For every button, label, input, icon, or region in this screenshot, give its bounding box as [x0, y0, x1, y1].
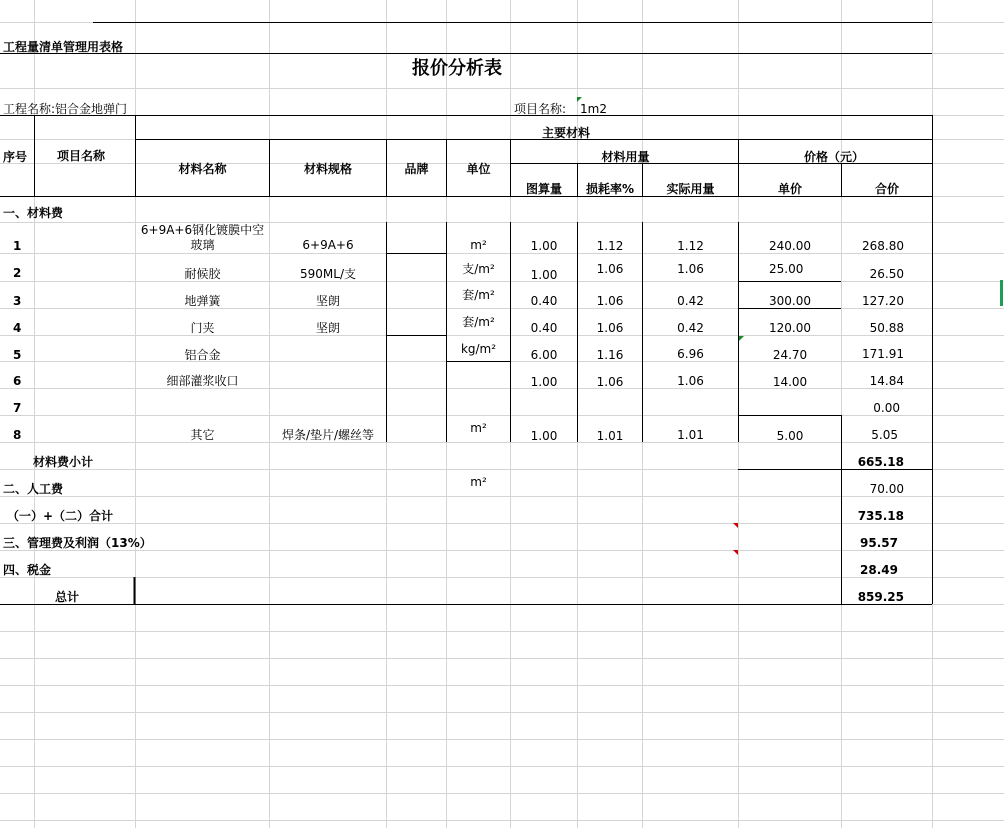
row-seq: 8: [13, 428, 22, 442]
material-spec[interactable]: 坚朗: [315, 294, 340, 308]
unit-price[interactable]: 25.00: [769, 262, 804, 276]
material-spec[interactable]: 焊条/垫片/螺丝等: [281, 428, 375, 442]
item-name-value[interactable]: 1m2: [580, 102, 607, 116]
calc-qty[interactable]: 1.00: [530, 375, 558, 389]
unit-price[interactable]: 300.00: [769, 294, 811, 308]
unit-price[interactable]: 14.00: [772, 375, 808, 389]
material-subtotal-value[interactable]: 665.18: [857, 455, 904, 469]
actual-qty[interactable]: 1.01: [677, 428, 704, 442]
total-price[interactable]: 50.88: [869, 321, 904, 335]
row-seq: 4: [13, 321, 22, 335]
header-material-usage: 材料用量: [601, 150, 650, 164]
section-material-label: 一、材料费: [3, 206, 64, 220]
row-seq: 1: [13, 239, 22, 253]
loss-rate[interactable]: 1.06: [596, 294, 624, 308]
loss-rate[interactable]: 1.06: [596, 262, 624, 276]
tax-label: 四、税金: [3, 563, 52, 577]
loss-rate[interactable]: 1.06: [596, 321, 624, 335]
loss-rate[interactable]: 1.06: [596, 375, 624, 389]
sum12-label: （一）+（二）合计: [7, 509, 114, 523]
header-main-material: 主要材料: [541, 126, 590, 140]
header-loss-rate: 损耗率%: [585, 182, 635, 196]
sum12-total[interactable]: 735.18: [857, 509, 904, 523]
total-price[interactable]: 268.80: [862, 239, 904, 253]
unit-price[interactable]: 24.70: [772, 348, 808, 362]
grand-total-value[interactable]: 859.25: [857, 590, 904, 604]
calc-qty[interactable]: 1.00: [530, 429, 558, 443]
header-brand: 品牌: [404, 162, 429, 176]
calc-qty[interactable]: 1.00: [530, 268, 558, 282]
material-spec[interactable]: 590ML/支: [300, 267, 356, 281]
material-name[interactable]: 门夹: [190, 321, 215, 335]
material-name-line1[interactable]: 6+9A+6钢化镀膜中空: [140, 223, 265, 237]
comment-indicator-icon[interactable]: [733, 550, 738, 555]
loss-rate[interactable]: 1.16: [596, 348, 624, 362]
row-seq: 6: [13, 374, 22, 388]
item-name-label: 项目名称:: [514, 102, 567, 116]
header-calc-qty: 图算量: [525, 182, 562, 196]
header-actual-qty: 实际用量: [666, 182, 715, 196]
header-total-price: 合价: [874, 182, 899, 196]
selection-handle[interactable]: [1000, 280, 1003, 306]
row-seq: 2: [13, 266, 22, 280]
header-unit: 单位: [466, 162, 491, 176]
material-unit[interactable]: m²: [470, 421, 487, 435]
calc-qty[interactable]: 0.40: [530, 294, 558, 308]
material-spec[interactable]: 坚朗: [315, 321, 340, 335]
header-material-spec: 材料规格: [303, 162, 352, 176]
total-price[interactable]: 14.84: [869, 374, 904, 388]
header-unit-price: 单价: [777, 182, 802, 196]
mgmt-total[interactable]: 95.57: [860, 536, 898, 550]
loss-rate[interactable]: 1.12: [596, 239, 624, 253]
note-indicator-icon: [577, 97, 582, 102]
actual-qty[interactable]: 1.06: [677, 374, 704, 388]
sheet-title: 报价分析表: [412, 58, 502, 79]
total-price[interactable]: 127.20: [862, 294, 904, 308]
header-item-name: 项目名称: [57, 149, 106, 163]
row-seq: 7: [13, 401, 22, 415]
project-name: 工程名称:铝合金地弹门: [3, 102, 128, 116]
loss-rate[interactable]: 1.01: [596, 429, 624, 443]
material-name[interactable]: 耐候胶: [184, 267, 221, 281]
unit-price[interactable]: 120.00: [769, 321, 811, 335]
material-spec[interactable]: 6+9A+6: [302, 238, 354, 252]
material-unit[interactable]: m²: [470, 238, 487, 252]
material-name[interactable]: 玻璃: [190, 238, 215, 252]
labor-label: 二、人工费: [3, 482, 64, 496]
total-price[interactable]: 5.05: [871, 428, 898, 442]
material-name[interactable]: 其它: [190, 428, 215, 442]
material-unit[interactable]: 套/m²: [462, 288, 495, 302]
comment-indicator-icon[interactable]: [733, 523, 738, 528]
header-price: 价格（元）: [803, 150, 864, 164]
total-price[interactable]: 26.50: [869, 267, 904, 281]
labor-unit[interactable]: m²: [470, 475, 487, 489]
grand-total-label: 总计: [55, 590, 80, 604]
header-seq: 序号: [3, 150, 28, 164]
total-price[interactable]: 0.00: [873, 401, 900, 415]
calc-qty[interactable]: 6.00: [530, 348, 558, 362]
material-unit[interactable]: 支/m²: [462, 262, 495, 276]
row-seq: 5: [13, 348, 22, 362]
sheet-top-label: 工程量清单管理用表格: [3, 40, 124, 54]
mgmt-label: 三、管理费及利润（13%）: [3, 536, 152, 550]
material-name[interactable]: 细部灌浆收口: [166, 374, 239, 388]
calc-qty[interactable]: 0.40: [530, 321, 558, 335]
material-name[interactable]: 铝合金: [184, 348, 221, 362]
labor-total[interactable]: 70.00: [869, 482, 904, 496]
material-subtotal-label: 材料费小计: [33, 455, 94, 469]
actual-qty[interactable]: 1.06: [677, 262, 704, 276]
note-indicator-icon: [739, 336, 744, 341]
actual-qty[interactable]: 6.96: [677, 347, 704, 361]
material-unit[interactable]: 套/m²: [462, 315, 495, 329]
unit-price[interactable]: 5.00: [776, 429, 804, 443]
tax-total[interactable]: 28.49: [860, 563, 898, 577]
material-unit[interactable]: kg/m²: [460, 342, 497, 356]
actual-qty[interactable]: 0.42: [677, 321, 704, 335]
row-seq: 3: [13, 294, 22, 308]
actual-qty[interactable]: 1.12: [677, 239, 704, 253]
header-material-name: 材料名称: [178, 162, 227, 176]
actual-qty[interactable]: 0.42: [677, 294, 704, 308]
material-name[interactable]: 地弹簧: [184, 294, 221, 308]
unit-price[interactable]: 240.00: [769, 239, 811, 253]
total-price[interactable]: 171.91: [862, 347, 904, 361]
calc-qty[interactable]: 1.00: [530, 239, 558, 253]
